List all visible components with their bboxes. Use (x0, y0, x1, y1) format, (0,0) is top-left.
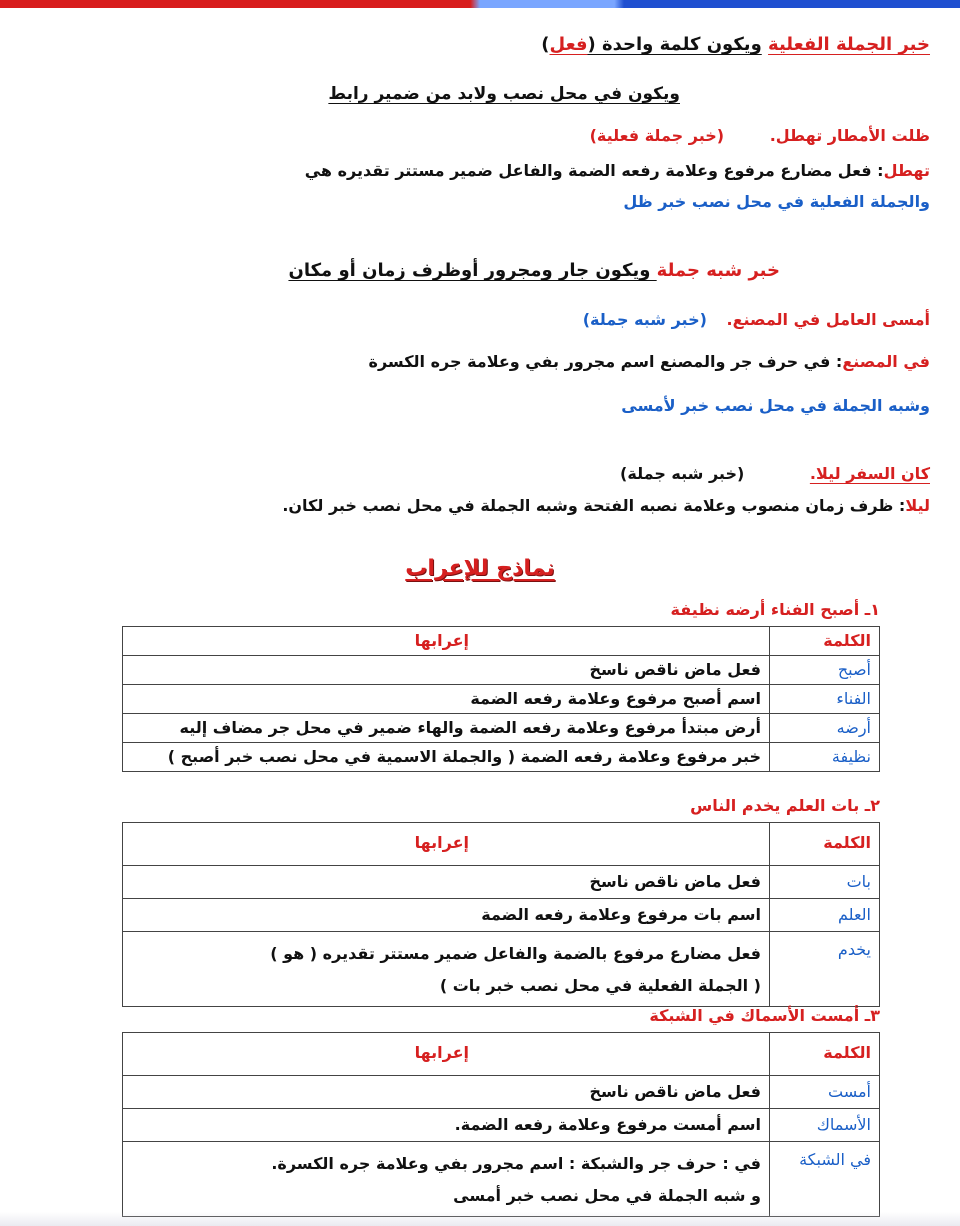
section1-heading-red: خبر الجملة الفعلية (768, 34, 930, 55)
table2 (122, 822, 880, 1007)
section2-parse1-word: في المصنع (842, 352, 930, 371)
table1-word: أرضه (770, 714, 880, 743)
bottom-fade (0, 1212, 960, 1226)
table-row (123, 1109, 880, 1142)
section1-parse2: والجملة الفعلية في محل نصب خبر ظل (623, 192, 930, 211)
section1-heading (541, 34, 930, 55)
table3-irab: اسم أمست مرفوع وعلامة رفعه الضمة. (123, 1109, 770, 1142)
top-color-bar (0, 0, 960, 8)
table-row (123, 932, 880, 1007)
models-title: نماذج للإعراب (405, 556, 555, 581)
section2-example2-tag: (خبر شبه جملة) (620, 464, 745, 483)
section1-example-tag: (خبر جملة فعلية) (589, 126, 725, 145)
section2-example-sentence: أمسى العامل في المصنع. (726, 310, 930, 329)
section2-parse1 (369, 352, 930, 371)
table1-irab: خبر مرفوع وعلامة رفعه الضمة ( والجملة الاسمية في محل نصب خبر أصبح ) (123, 743, 770, 772)
table3-irab: فعل ماض ناقص ناسخ (123, 1076, 770, 1109)
section2-parse2: وشبه الجملة في محل نصب خبر لأمسى (621, 396, 930, 415)
table2-irab-line2: ( الجملة الفعلية في محل نصب خبر بات ) (439, 976, 761, 995)
table1-irab: فعل ماض ناقص ناسخ (123, 656, 770, 685)
table-row (123, 685, 880, 714)
table1-word: نظيفة (770, 743, 880, 772)
table3-header-row (123, 1033, 880, 1076)
section1-heading-fiil: فعل (549, 34, 588, 55)
table-row (123, 1142, 880, 1217)
table-row (123, 743, 880, 772)
section2-parse3-word: ليلا (905, 496, 930, 515)
section1-parse1-word: تهطل (883, 161, 930, 180)
table3-word: أمست (770, 1076, 880, 1109)
section2-heading (288, 260, 780, 281)
section1-example-sentence: ظلت الأمطار تهطل. (769, 126, 930, 145)
section2-example-tag: (خبر شبه جملة) (582, 310, 707, 329)
section2-heading-red: خبر شبه جملة (656, 260, 780, 281)
table1-header-irab: إعرابها (123, 627, 770, 656)
table-row (123, 714, 880, 743)
section1-sub: ويكون في محل نصب ولابد من ضمير رابط (328, 84, 680, 104)
table2-word: يخدم (770, 932, 880, 1007)
table2-header-row (123, 823, 880, 866)
section2-example (583, 310, 930, 329)
table3-word: الأسماك (770, 1109, 880, 1142)
table3-header-irab: إعرابها (123, 1033, 770, 1076)
section2-heading-black: ويكون جار ومجرور أوظرف زمان أو مكان (288, 260, 657, 281)
section1-parse1-text: : فعل مضارع مرفوع وعلامة رفعه الضمة والفاعل ضمير مستتر تقديره هي (304, 161, 884, 180)
table1-header-word: الكلمة (770, 627, 880, 656)
table2-word: بات (770, 866, 880, 899)
section2-parse3-text: : ظرف زمان منصوب وعلامة نصبه الفتحة وشبه الجملة في محل نصب خبر لكان. (282, 496, 906, 515)
table2-irab: فعل ماض ناقص ناسخ (123, 866, 770, 899)
table-row (123, 866, 880, 899)
table2-irab-line1: فعل مضارع مرفوع بالضمة والفاعل ضمير مستتر تقديره ( هو ) (270, 944, 761, 963)
table1-irab: اسم أصبح مرفوع وعلامة رفعه الضمة (123, 685, 770, 714)
table1-irab: أرض مبتدأ مرفوع وعلامة رفعه الضمة والهاء ضمير في محل جر مضاف إليه (123, 714, 770, 743)
table3-irab (123, 1142, 770, 1217)
section1-example (590, 126, 930, 145)
table3-header-word: الكلمة (770, 1033, 880, 1076)
table2-title: ٢ـ بات العلم يخدم الناس (690, 796, 880, 815)
table3-word: في الشبكة (770, 1142, 880, 1217)
table-row (123, 656, 880, 685)
section1-heading-black: ويكون كلمة واحدة ( (587, 34, 762, 55)
table2-irab (123, 932, 770, 1007)
table1-title: ١ـ أصبح الفناء أرضه نظيفة (670, 600, 880, 619)
table1 (122, 626, 880, 772)
table3-irab-line2: و شبه الجملة في محل نصب خبر أمسى (453, 1186, 761, 1205)
table1-word: أصبح (770, 656, 880, 685)
section2-parse3 (282, 496, 930, 515)
section1-parse1 (305, 161, 930, 180)
models-title-wrap (0, 556, 960, 581)
table3 (122, 1032, 880, 1217)
table1-word: الفناء (770, 685, 880, 714)
table2-header-irab: إعرابها (123, 823, 770, 866)
section1-heading-close: ) (541, 34, 550, 55)
table2-word: العلم (770, 899, 880, 932)
table2-header-word: الكلمة (770, 823, 880, 866)
section2-parse1-text: : في حرف جر والمصنع اسم مجرور بفي وعلامة جره الكسرة (368, 352, 843, 371)
section2-example2-sentence: كان السفر ليلا. (809, 464, 930, 483)
table-row (123, 899, 880, 932)
table3-irab-line1: في : حرف جر والشبكة : اسم مجرور بفي وعلامة جره الكسرة. (271, 1154, 761, 1173)
table3-title: ٣ـ أمست الأسماك في الشبكة (649, 1006, 880, 1025)
section2-example2 (620, 464, 930, 483)
table1-header-row (123, 627, 880, 656)
table-row (123, 1076, 880, 1109)
table2-irab: اسم بات مرفوع وعلامة رفعه الضمة (123, 899, 770, 932)
